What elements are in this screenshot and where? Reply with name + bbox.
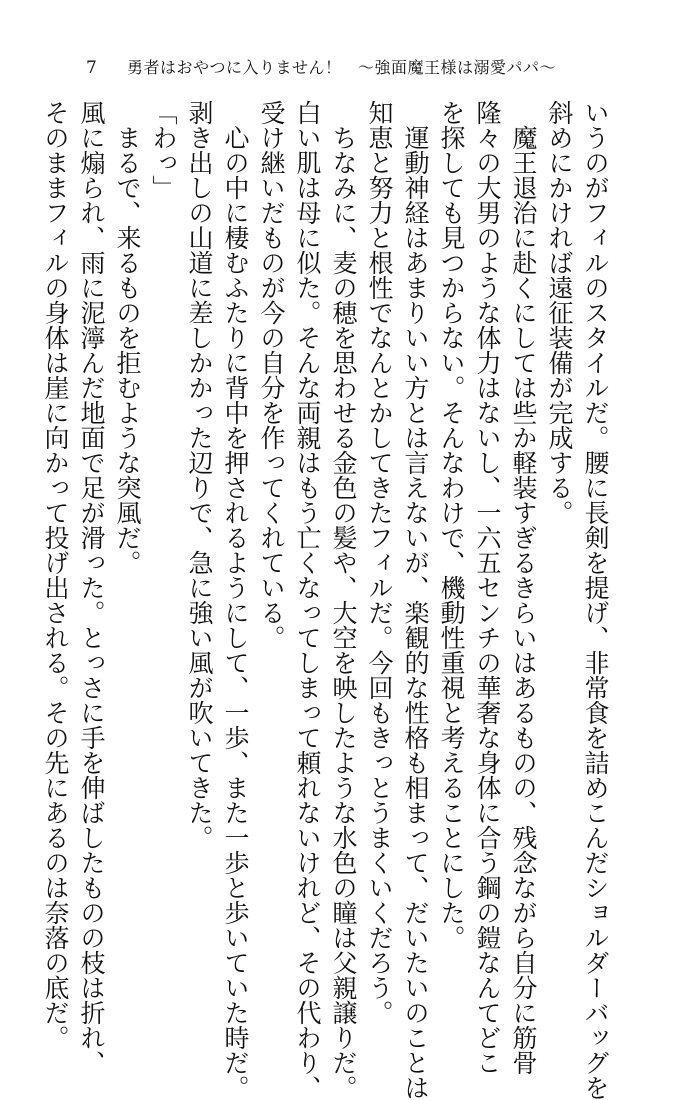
text-line: まるで、来るものを拒むような突風だ。 xyxy=(113,125,142,575)
text-line: ちなみに、麦の穂を思わせる金色の髪や、大空を映したような水色の瞳は父親譲りだ。 xyxy=(329,125,358,1100)
text-line: 魔王退治に赴くにしては些か軽装すぎるきらいはあるものの、残念ながら自分に筋骨 xyxy=(509,125,538,1075)
text-line: 白い肌は母に似た。そんな両親はもう亡くなってしまって頼れないけれど、その代わり、 xyxy=(293,100,322,1100)
text-line: 知恵と努力と根性でなんとかしてきたフィルだ。今回もきっとうまくいくだろう。 xyxy=(365,100,394,1025)
running-header xyxy=(0,44,697,84)
text-line: 隆々の大男のような体力はないし、一六五センチの華奢な身体に合う鋼の鎧なんてどこ xyxy=(473,100,502,1075)
text-line: 心の中に棲むふたりに背中を押されるようにして、一歩、また一歩と歩いていた時だ。 xyxy=(221,125,250,1100)
text-line: そのままフィルの身体は崖に向かって投げ出される。その先にあるのは奈落の底だ。 xyxy=(41,100,70,1050)
vertical-text-block xyxy=(41,100,613,1100)
text-line: 「わっ」 xyxy=(149,100,178,200)
text-line: 受け継いだものが今の自分を作ってくれている。 xyxy=(257,100,286,650)
text-line: いうのがフィルのスタイルだ。腰に長剣を提げ、非常食を詰めこんだショルダーバッグを xyxy=(581,100,610,1100)
text-line: 風に煽られ、雨に泥濘んだ地面で足が滑った。とっさに手を伸ばしたものの枝は折れ、 xyxy=(77,100,106,1075)
text-line: 斜めにかければ遠征装備が完成する。 xyxy=(545,100,574,525)
page-number: 7 xyxy=(86,58,97,78)
text-line: 運動神経はあまりいい方とは言えないが、楽観的な性格も相まって、だいたいのことは xyxy=(401,125,430,1100)
text-line: を探しても見つからない。そんなわけで、機動性重視と考えることにした。 xyxy=(437,100,466,950)
running-title: 勇者はおやつに入りません！ ～強面魔王様は溺愛パパ～ xyxy=(127,58,557,77)
text-line: 剥き出しの山道に差しかかった辺りで、急に強い風が吹いてきた。 xyxy=(185,100,214,850)
